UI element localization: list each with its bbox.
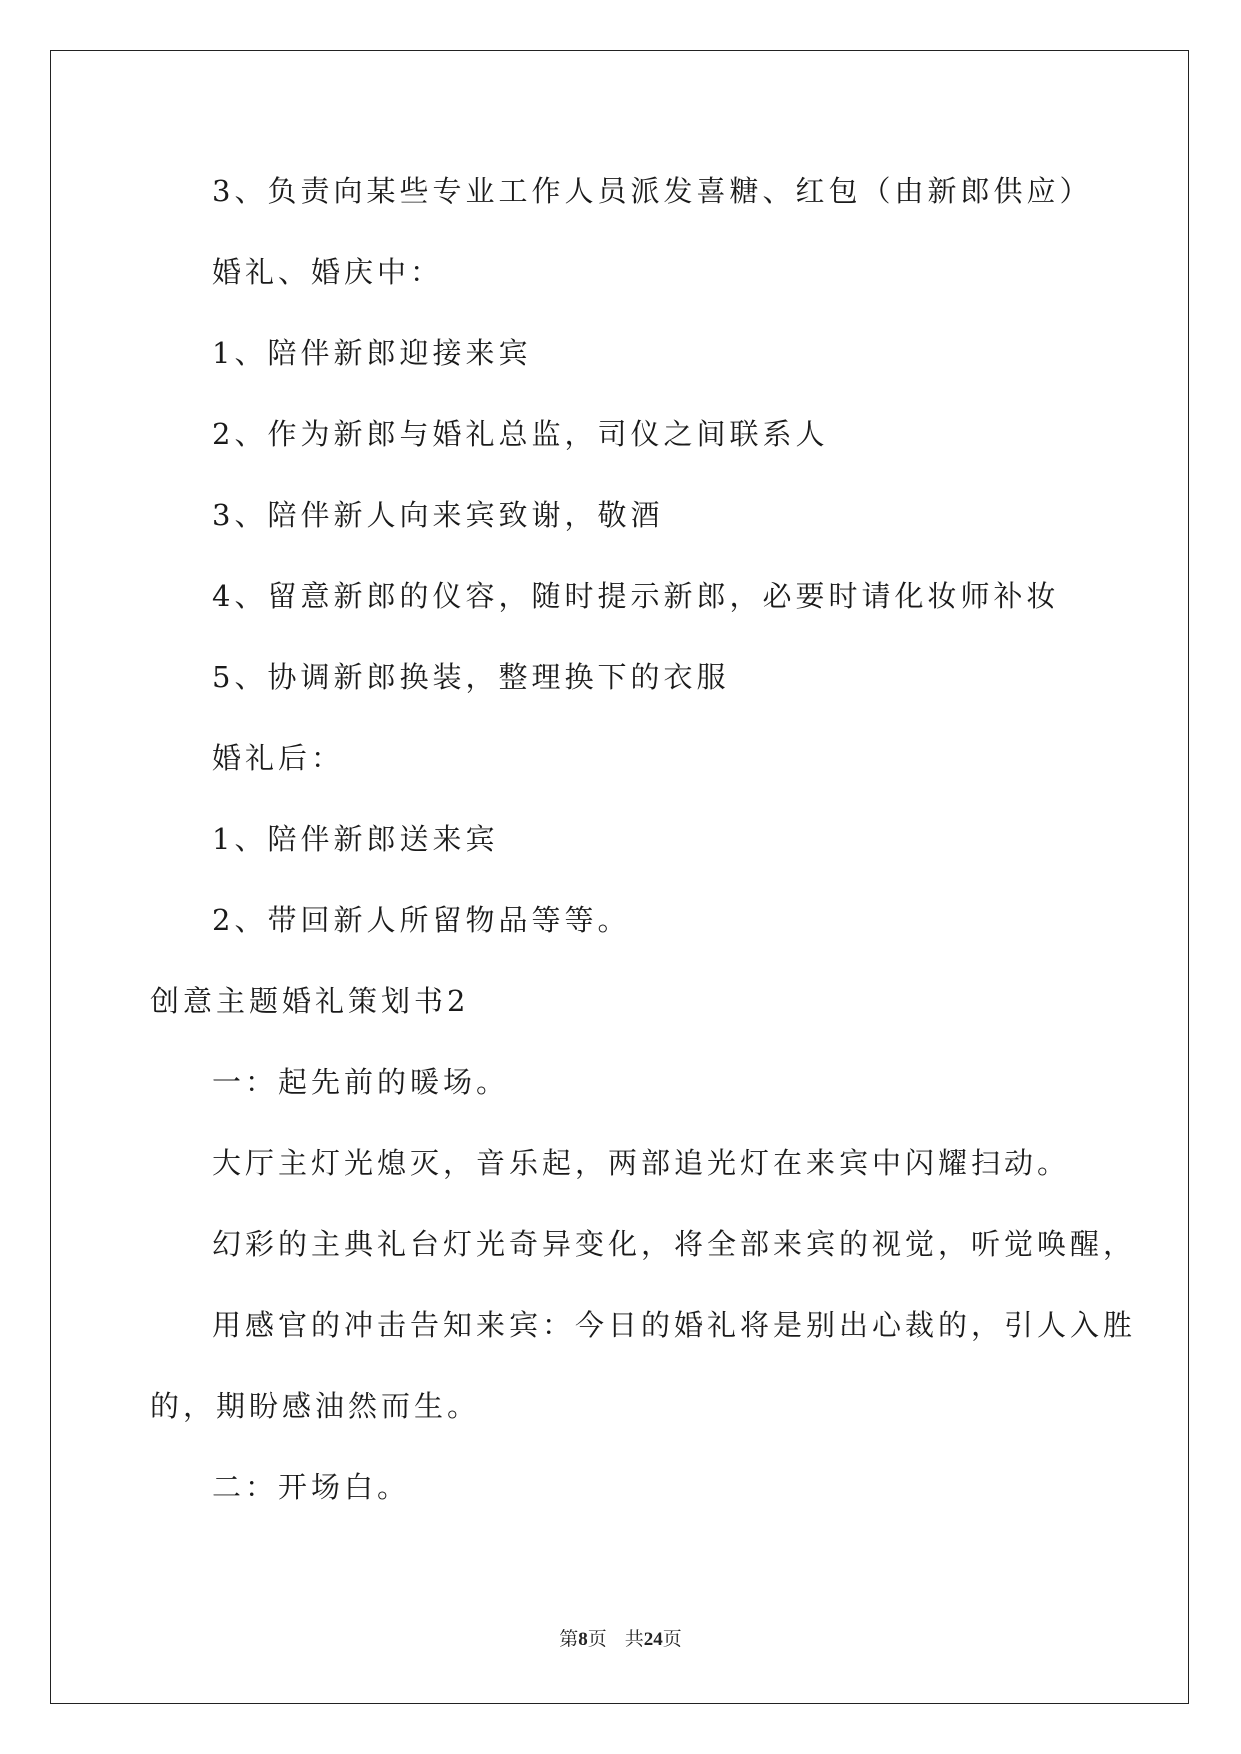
body-line-10: 2、带回新人所留物品等等。 [212, 903, 631, 937]
body-line-5: 3、陪伴新人向来宾致谢，敬酒 [212, 498, 664, 532]
total-pages: 24 [643, 1629, 663, 1650]
body-line-13: 大厅主灯光熄灭，音乐起，两部追光灯在来宾中闪耀扫动。 [212, 1146, 1071, 1180]
body-line-16: 的，期盼感油然而生。 [150, 1389, 481, 1423]
body-line-9: 1、陪伴新郎送来宾 [212, 822, 499, 856]
body-line-4: 2、作为新郎与婚礼总监，司仪之间联系人 [212, 417, 829, 451]
section-heading-during: 婚礼、婚庆中： [212, 255, 444, 289]
page-unit: 页 [587, 1629, 607, 1650]
body-line-15: 用感官的冲击告知来宾：今日的婚礼将是别出心裁的，引人入胜 [212, 1308, 1137, 1342]
body-line-3: 1、陪伴新郎迎接来宾 [212, 336, 532, 370]
total-prefix: 共 [624, 1629, 644, 1650]
body-line-6: 4、留意新郎的仪容，随时提示新郎，必要时请化妆师补妆 [212, 579, 1060, 613]
page-footer [0, 1624, 1241, 1651]
body-line-14: 幻彩的主典礼台灯光奇异变化，将全部来宾的视觉，听觉唤醒， [212, 1227, 1137, 1261]
body-line-7: 5、协调新郎换装，整理换下的衣服 [212, 660, 730, 694]
section-heading-warmup: 一：起先前的暖场。 [212, 1065, 510, 1099]
page-prefix: 第 [559, 1629, 579, 1650]
total-unit: 页 [662, 1629, 682, 1650]
section-heading-after: 婚礼后： [212, 741, 345, 775]
page-number: 8 [578, 1629, 588, 1650]
body-line-1: 3、负责向某些专业工作人员派发喜糖、红包（由新郎供应） [212, 174, 1093, 208]
page-frame [50, 50, 1189, 1704]
document-title: 创意主题婚礼策划书2 [150, 984, 470, 1018]
section-heading-opening: 二：开场白。 [212, 1470, 411, 1504]
